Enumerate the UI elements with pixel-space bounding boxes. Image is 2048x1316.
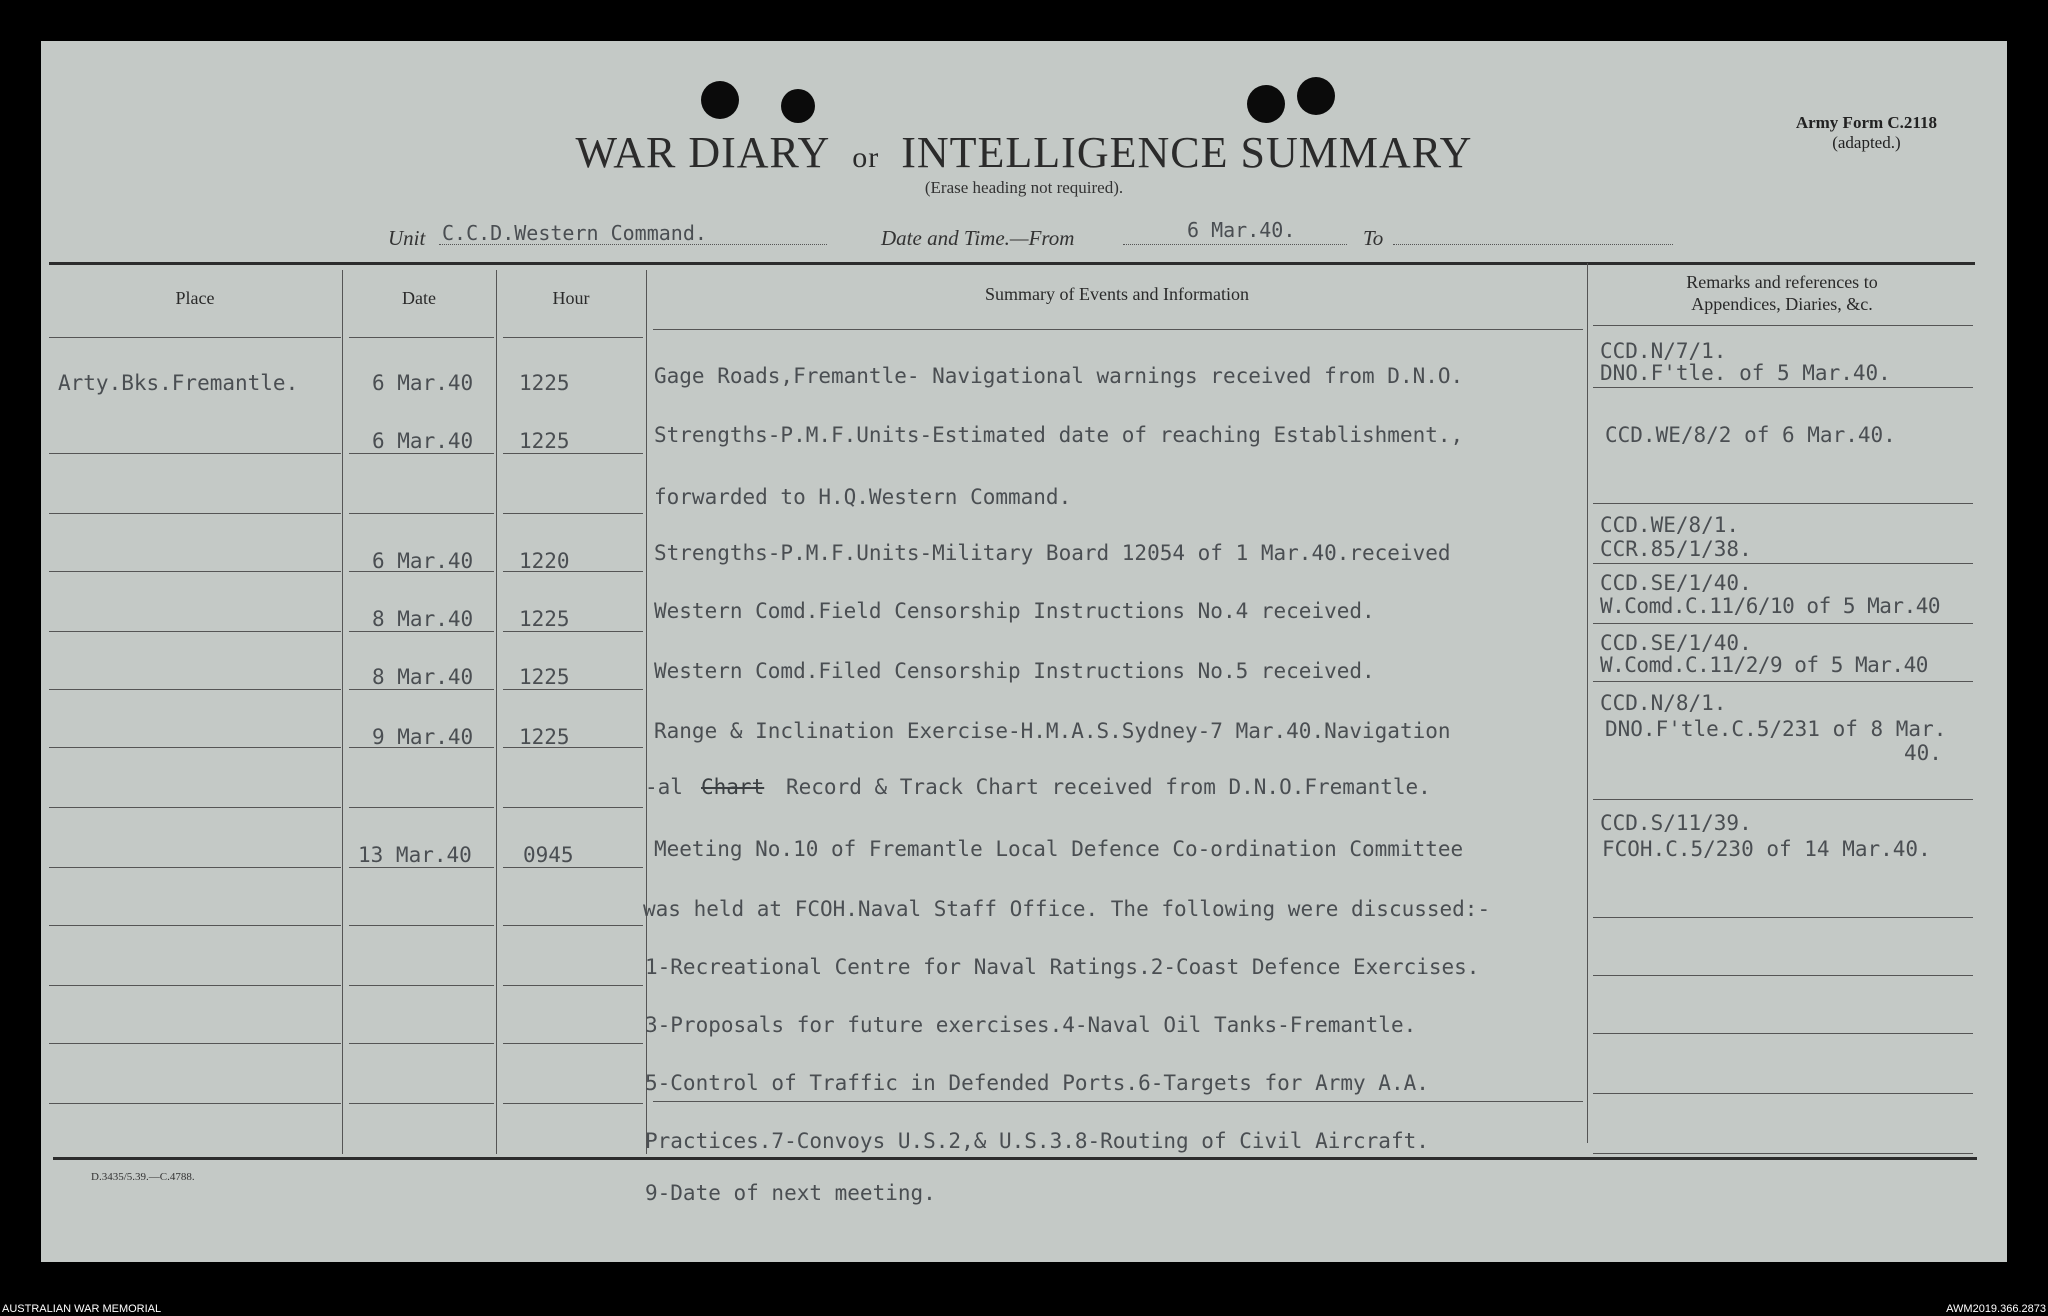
table-top-rule bbox=[49, 262, 1975, 265]
table-bottom-rule bbox=[53, 1157, 1977, 1160]
to-label: To bbox=[1363, 226, 1384, 250]
entry-place: Arty.Bks.Fremantle. bbox=[58, 371, 299, 395]
punch-hole bbox=[781, 89, 815, 123]
entry-remark: DNO.F'tle. of 5 Mar.40. bbox=[1600, 361, 1891, 385]
ledger-rule bbox=[349, 867, 494, 868]
army-form-label bbox=[1796, 113, 1937, 153]
entry-remark: DNO.F'tle.C.5/231 of 8 Mar. bbox=[1605, 717, 1947, 741]
unit-value: C.C.D.Western Command. bbox=[442, 221, 707, 245]
entry-date: 6 Mar.40 bbox=[372, 371, 474, 395]
entry-remark-ref: CCD.N/7/1. bbox=[1600, 339, 1727, 363]
ledger-rule bbox=[49, 807, 341, 808]
entry-summary: Western Comd.Field Censorship Instructions No.4 received. bbox=[654, 599, 1375, 623]
date-time-label: Date and Time.—From bbox=[881, 226, 1075, 250]
column-divider-place bbox=[342, 270, 343, 1154]
ledger-rule bbox=[49, 689, 341, 690]
column-header-summary: Summary of Events and Information bbox=[985, 284, 1249, 304]
diary-sheet bbox=[41, 41, 2007, 1262]
ledger-rule bbox=[349, 631, 494, 632]
ledger-rule bbox=[1593, 681, 1973, 682]
ledger-rule bbox=[1593, 623, 1973, 624]
entry-remark: W.Comd.C.11/2/9 of 5 Mar.40 bbox=[1600, 653, 1928, 677]
ledger-rule bbox=[1593, 387, 1973, 388]
entry-summary: forwarded to H.Q.Western Command. bbox=[654, 485, 1072, 509]
entry-summary: Strengths-P.M.F.Units-Military Board 12054 of 1 Mar.40.received bbox=[654, 541, 1451, 565]
army-form-adapted: (adapted.) bbox=[1832, 133, 1901, 152]
ledger-rule bbox=[503, 689, 643, 690]
ledger-rule bbox=[503, 513, 643, 514]
ledger-rule bbox=[503, 985, 643, 986]
ledger-rule bbox=[503, 1103, 643, 1104]
ledger-rule bbox=[349, 925, 494, 926]
ledger-rule bbox=[49, 571, 341, 572]
ledger-rule bbox=[653, 329, 1583, 330]
ledger-rule bbox=[49, 631, 341, 632]
entry-hour: 1225 bbox=[519, 725, 570, 749]
archive-caption-right: AWM2019.366.2873 bbox=[1946, 1303, 2046, 1315]
ledger-rule bbox=[49, 867, 341, 868]
ledger-rule bbox=[49, 925, 341, 926]
entry-summary: was held at FCOH.Naval Staff Office. The following were discussed:- bbox=[643, 897, 1491, 921]
ledger-rule bbox=[49, 985, 341, 986]
ledger-rule bbox=[349, 985, 494, 986]
ledger-rule bbox=[503, 807, 643, 808]
ledger-rule bbox=[1593, 325, 1973, 326]
column-header-remarks bbox=[1589, 271, 1975, 315]
entry-remark-ref: CCD.WE/8/1. bbox=[1600, 513, 1740, 537]
entry-date: 9 Mar.40 bbox=[372, 725, 474, 749]
form-print-code: D.3435/5.39.—C.4788. bbox=[91, 1171, 195, 1183]
title-war-diary: WAR DIARY bbox=[575, 128, 831, 177]
entry-summary: 5-Control of Traffic in Defended Ports.6-Targets for Army A.A. bbox=[645, 1071, 1429, 1095]
entry-date: 13 Mar.40 bbox=[358, 843, 472, 867]
to-dotline bbox=[1393, 244, 1673, 245]
column-header-place: Place bbox=[175, 288, 215, 308]
ledger-rule bbox=[503, 1043, 643, 1044]
entry-remark-ref: CCD.SE/1/40. bbox=[1600, 631, 1752, 655]
title-intelligence-summary: INTELLIGENCE SUMMARY bbox=[901, 128, 1473, 177]
ledger-rule bbox=[1593, 563, 1973, 564]
entry-hour: 1225 bbox=[519, 665, 570, 689]
entry-summary-struck: Chart bbox=[701, 775, 765, 799]
ledger-rule bbox=[1593, 975, 1973, 976]
ledger-rule bbox=[349, 807, 494, 808]
ledger-rule bbox=[349, 747, 494, 748]
entry-remark: CCR.85/1/38. bbox=[1600, 537, 1752, 561]
entry-date: 6 Mar.40 bbox=[372, 549, 474, 573]
punch-hole bbox=[1297, 77, 1335, 115]
ledger-rule bbox=[503, 337, 643, 338]
entry-summary: Western Comd.Filed Censorship Instructions No.5 received. bbox=[654, 659, 1375, 683]
page-title bbox=[41, 127, 2007, 178]
column-divider-date bbox=[496, 270, 497, 1154]
ledger-rule bbox=[653, 1101, 1583, 1102]
entry-hour: 1225 bbox=[519, 607, 570, 631]
from-dotline bbox=[1123, 244, 1347, 245]
ledger-rule bbox=[349, 1103, 494, 1104]
ledger-rule bbox=[503, 571, 643, 572]
ledger-rule bbox=[503, 925, 643, 926]
column-header-date: Date bbox=[402, 288, 436, 308]
archive-caption-left: AUSTRALIAN WAR MEMORIAL bbox=[2, 1303, 162, 1315]
unit-dotline bbox=[439, 244, 827, 245]
ledger-rule bbox=[349, 513, 494, 514]
entry-summary: Record & Track Chart received from D.N.O.Fremantle. bbox=[786, 775, 1431, 799]
ledger-rule bbox=[49, 1043, 341, 1044]
ledger-rule bbox=[1593, 917, 1973, 918]
entry-remark: FCOH.C.5/230 of 14 Mar.40. bbox=[1602, 837, 1931, 861]
ledger-rule bbox=[503, 867, 643, 868]
punch-hole bbox=[701, 81, 739, 119]
subtitle: (Erase heading not required). bbox=[924, 178, 1124, 197]
punch-hole bbox=[1247, 85, 1285, 123]
from-value: 6 Mar.40. bbox=[1187, 218, 1296, 242]
ledger-rule bbox=[1593, 799, 1973, 800]
entry-remark: 40. bbox=[1904, 741, 1942, 765]
ledger-rule bbox=[503, 747, 643, 748]
entry-date: 6 Mar.40 bbox=[372, 429, 474, 453]
entry-summary: Practices.7-Convoys U.S.2,& U.S.3.8-Routing of Civil Aircraft. bbox=[645, 1129, 1429, 1153]
ledger-rule bbox=[49, 453, 341, 454]
ledger-rule bbox=[503, 631, 643, 632]
entry-remark-ref: CCD.S/11/39. bbox=[1600, 811, 1752, 835]
entry-summary-prefix: -al bbox=[645, 775, 683, 799]
ledger-rule bbox=[349, 453, 494, 454]
entry-remark: W.Comd.C.11/6/10 of 5 Mar.40 bbox=[1600, 594, 1941, 618]
ledger-rule bbox=[1593, 1093, 1973, 1094]
entry-summary: Meeting No.10 of Fremantle Local Defence Co-ordination Committee bbox=[654, 837, 1464, 861]
ledger-rule bbox=[1593, 1033, 1973, 1034]
ledger-rule bbox=[49, 747, 341, 748]
ledger-rule bbox=[503, 453, 643, 454]
entry-hour: 1225 bbox=[519, 371, 570, 395]
ledger-rule bbox=[349, 1043, 494, 1044]
entry-summary: 3-Proposals for future exercises.4-Naval Oil Tanks-Fremantle. bbox=[645, 1013, 1417, 1037]
entry-summary: Gage Roads,Fremantle- Navigational warnings received from D.N.O. bbox=[654, 364, 1464, 388]
ledger-rule bbox=[1593, 503, 1973, 504]
entry-remark-ref: CCD.SE/1/40. bbox=[1600, 571, 1752, 595]
ledger-rule bbox=[349, 689, 494, 690]
ledger-rule bbox=[49, 513, 341, 514]
entry-remark-ref: CCD.N/8/1. bbox=[1600, 691, 1727, 715]
entry-date: 8 Mar.40 bbox=[372, 607, 474, 631]
entry-hour: 1220 bbox=[519, 549, 570, 573]
title-or: or bbox=[852, 141, 880, 174]
ledger-rule bbox=[1593, 1153, 1973, 1154]
remarks-header-line2: Appendices, Diaries, &c. bbox=[1691, 294, 1873, 314]
entry-remark: CCD.WE/8/2 of 6 Mar.40. bbox=[1605, 423, 1896, 447]
ledger-rule bbox=[349, 337, 494, 338]
column-divider-summary bbox=[1587, 263, 1588, 1143]
entry-summary: 9-Date of next meeting. bbox=[645, 1181, 936, 1205]
entry-hour: 1225 bbox=[519, 429, 570, 453]
ledger-rule bbox=[49, 337, 341, 338]
army-form-number: Army Form C.2118 bbox=[1795, 113, 1937, 132]
column-header-hour: Hour bbox=[552, 288, 590, 308]
entry-hour: 0945 bbox=[523, 843, 574, 867]
entry-date: 8 Mar.40 bbox=[372, 665, 474, 689]
entry-summary: Range & Inclination Exercise-H.M.A.S.Sydney-7 Mar.40.Navigation bbox=[654, 719, 1451, 743]
unit-label: Unit bbox=[388, 226, 426, 250]
remarks-header-line1: Remarks and references to bbox=[1686, 272, 1878, 292]
entry-summary: Strengths-P.M.F.Units-Estimated date of reaching Establishment., bbox=[654, 423, 1464, 447]
entry-summary: 1-Recreational Centre for Naval Ratings.2-Coast Defence Exercises. bbox=[645, 955, 1480, 979]
ledger-rule bbox=[349, 571, 494, 572]
ledger-rule bbox=[49, 1103, 341, 1104]
